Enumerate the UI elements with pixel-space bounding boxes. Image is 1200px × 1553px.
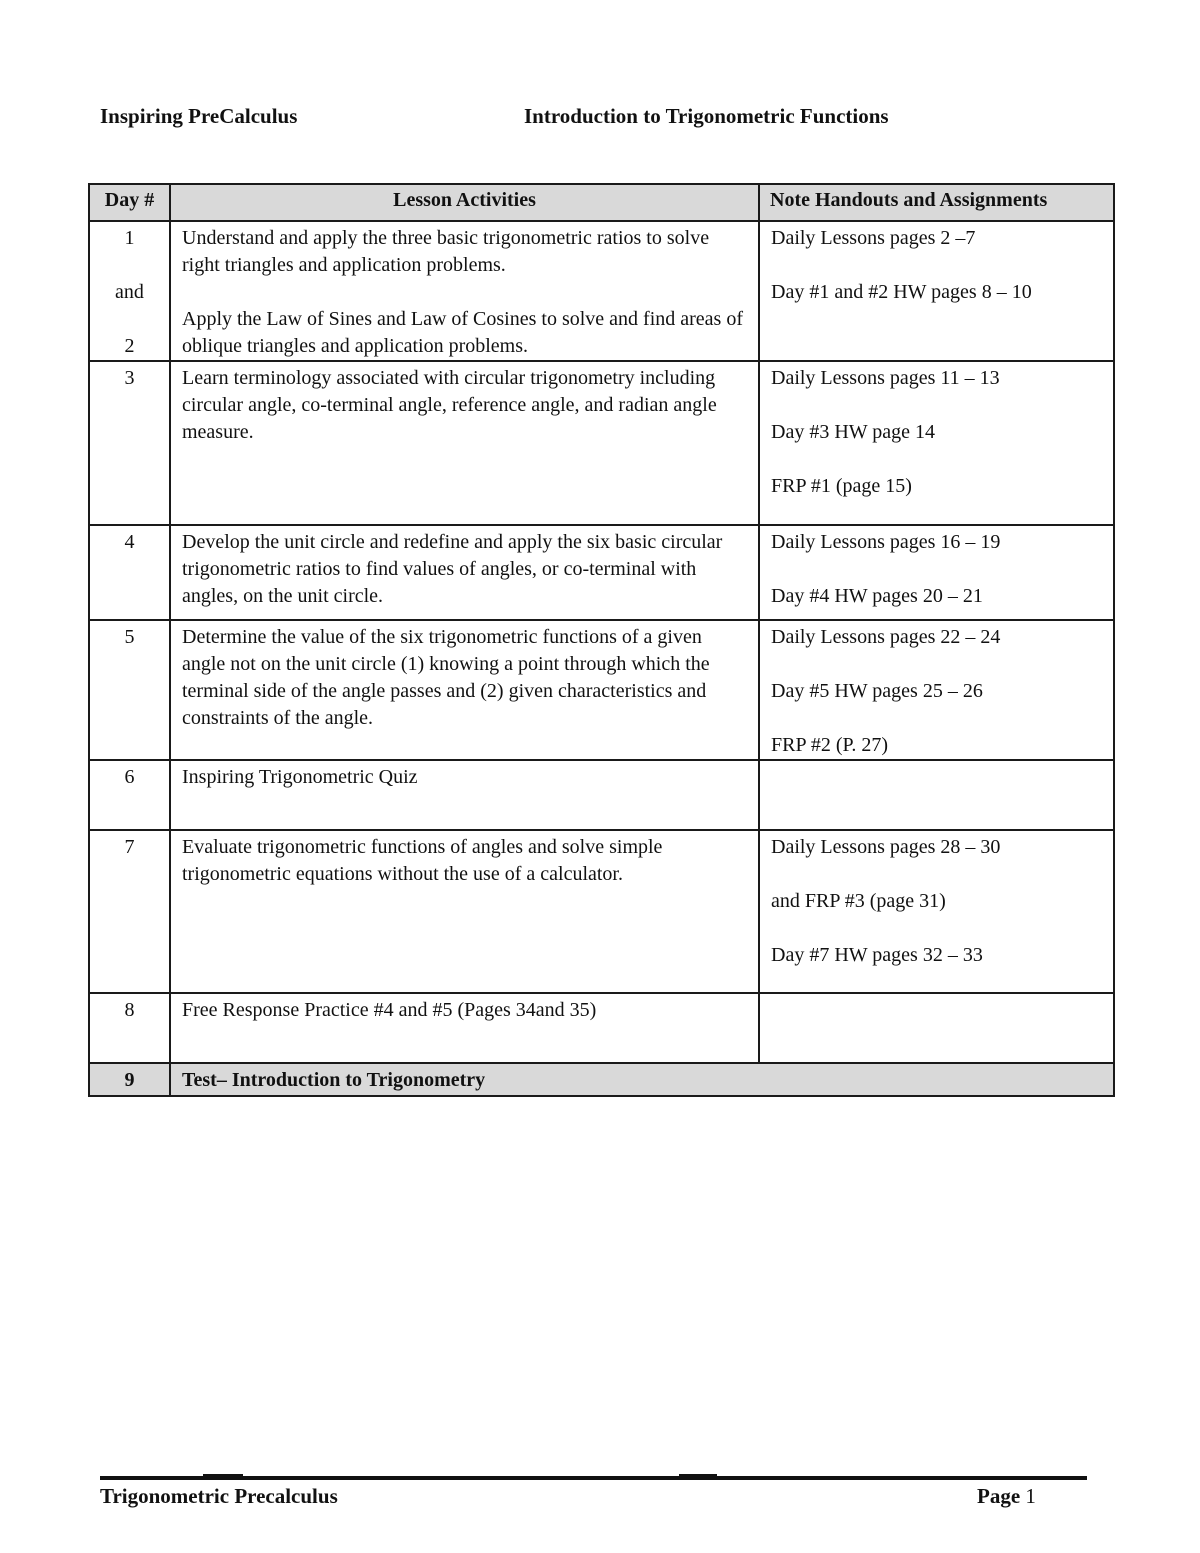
assignments-cell — [759, 525, 1114, 620]
day-cell: 5 — [89, 620, 170, 760]
activities-cell — [170, 525, 759, 620]
lesson-schedule-table — [88, 183, 1115, 1097]
assignment-text: FRP #2 (P. 27) — [771, 734, 889, 756]
assignment-text: Daily Lessons pages 22 – 24 — [771, 626, 1001, 648]
footer-rule — [100, 1476, 1087, 1480]
day-conjunction: and — [115, 281, 144, 303]
day-number: 2 — [124, 335, 135, 357]
footer-title: Trigonometric Precalculus — [100, 1484, 338, 1508]
day-cell: 7 — [89, 830, 170, 993]
assignments-cell — [759, 361, 1114, 525]
activity-text: Apply the Law of Sines and Law of Cosines to solve and find areas of oblique triangles and application problems. — [182, 308, 743, 357]
assignment-text: Day #5 HW pages 25 – 26 — [771, 680, 983, 702]
column-header-activities: Lesson Activities — [170, 184, 759, 221]
day-cell: 9 — [89, 1063, 170, 1096]
assignment-text: and FRP #3 (page 31) — [771, 890, 946, 912]
table-row — [89, 993, 1114, 1063]
activities-cell — [170, 361, 759, 525]
activity-text: Understand and apply the three basic trigonometric ratios to solve right triangles and application problems. — [182, 227, 710, 276]
activities-cell — [170, 221, 759, 361]
day-cell: 4 — [89, 525, 170, 620]
page-number-value: 1 — [1025, 1484, 1036, 1508]
activity-text: Free Response Practice #4 and #5 (Pages 34and 35) — [182, 999, 597, 1021]
assignment-text: Daily Lessons pages 28 – 30 — [771, 836, 1001, 858]
assignments-cell — [759, 830, 1114, 993]
column-header-day: Day # — [89, 184, 170, 221]
table-row — [89, 830, 1114, 993]
day-number: 1 — [124, 227, 135, 249]
table-row — [89, 525, 1114, 620]
page-label: Page — [977, 1484, 1021, 1508]
table-row — [89, 620, 1114, 760]
assignment-text: Daily Lessons pages 16 – 19 — [771, 531, 1001, 553]
page-number — [977, 1484, 1036, 1509]
day-cell: 6 — [89, 760, 170, 830]
activities-cell — [170, 993, 759, 1063]
activity-text: Learn terminology associated with circular trigonometry including circular angle, co-terminal angle, reference angle, and radian angle measure. — [182, 367, 717, 443]
column-header-assignments: Note Handouts and Assignments — [759, 184, 1114, 221]
activity-text: Develop the unit circle and redefine and apply the six basic circular trigonometric ratios to find values of angles, or co-terminal with angles, on the unit circle. — [182, 531, 723, 607]
quiz-title: Inspiring Trigonometric Quiz — [182, 766, 418, 788]
assignment-text: FRP #1 (page 15) — [771, 475, 912, 497]
assignments-cell — [759, 993, 1114, 1063]
table-header-row — [89, 184, 1114, 221]
table-row — [89, 760, 1114, 830]
assignment-text: Day #1 and #2 HW pages 8 – 10 — [771, 281, 1032, 303]
assignment-text: Day #7 HW pages 32 – 33 — [771, 944, 983, 966]
day-cell — [89, 221, 170, 361]
assignment-text: Day #4 HW pages 20 – 21 — [771, 585, 983, 607]
activity-text: Evaluate trigonometric functions of angles and solve simple trigonometric equations without the use of a calculator. — [182, 836, 663, 885]
assignment-text: Daily Lessons pages 2 –7 — [771, 227, 976, 249]
table-row — [89, 1063, 1114, 1096]
test-title: Test– Introduction to Trigonometry — [182, 1069, 486, 1091]
course-title: Inspiring PreCalculus — [100, 104, 298, 128]
table-row — [89, 361, 1114, 525]
test-cell — [170, 1063, 1114, 1096]
activities-cell — [170, 830, 759, 993]
unit-title: Introduction to Trigonometric Functions — [524, 104, 889, 128]
activities-cell — [170, 760, 759, 830]
assignments-cell — [759, 760, 1114, 830]
activity-text: Determine the value of the six trigonometric functions of a given angle not on the unit circle (1) knowing a point through which the terminal side of the angle passes and (2) given characteristics and constraints of the angle. — [182, 626, 710, 729]
assignment-text: Daily Lessons pages 11 – 13 — [771, 367, 1000, 389]
day-cell: 8 — [89, 993, 170, 1063]
assignment-text: Day #3 HW page 14 — [771, 421, 936, 443]
day-cell: 3 — [89, 361, 170, 525]
activities-cell — [170, 620, 759, 760]
table-row — [89, 221, 1114, 361]
assignments-cell — [759, 221, 1114, 361]
assignments-cell — [759, 620, 1114, 760]
